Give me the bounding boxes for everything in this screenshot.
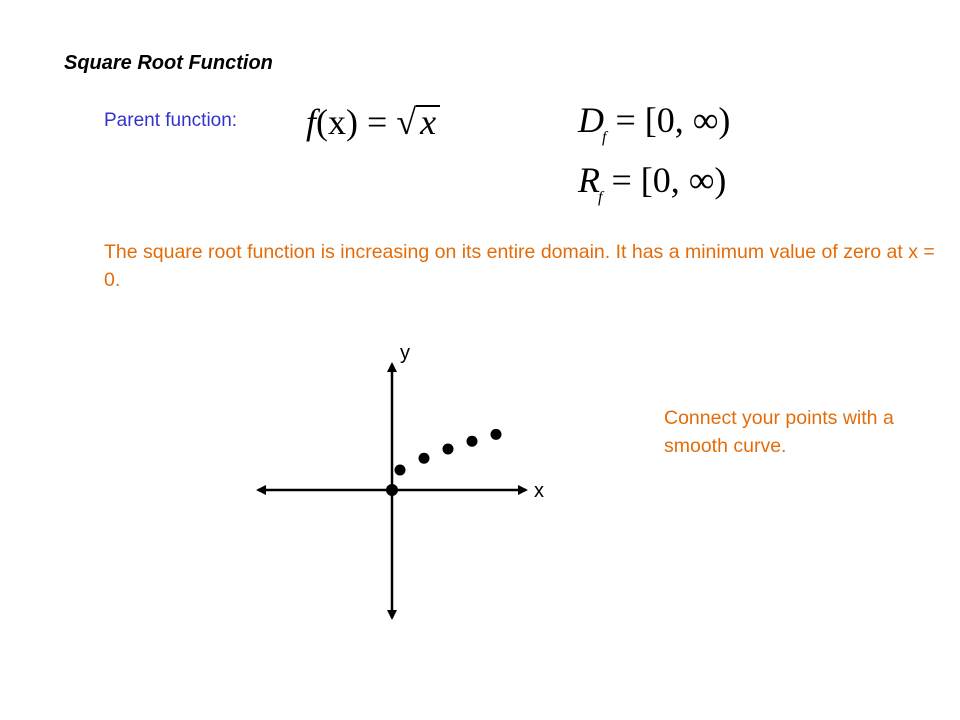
f-equals: = bbox=[358, 102, 397, 142]
domain-letter: D bbox=[578, 100, 604, 140]
f-argument: (x) bbox=[316, 102, 358, 142]
slide-title: Square Root Function bbox=[64, 52, 273, 74]
radical-sign-icon: √ bbox=[396, 102, 417, 142]
plot-point-0 bbox=[386, 484, 398, 496]
plot-point-5 bbox=[491, 429, 502, 440]
y-axis-label: y bbox=[400, 342, 410, 364]
description-text: The square root function is increasing on its entire domain. It has a minimum value of zero at x = 0. bbox=[104, 241, 935, 291]
plot-point-2 bbox=[419, 453, 430, 464]
f-symbol: f bbox=[306, 102, 317, 142]
plot-point-3 bbox=[443, 444, 454, 455]
parent-function-label: Parent function: bbox=[104, 110, 238, 131]
range-value: = [0, ∞) bbox=[602, 160, 727, 200]
plot-point-1 bbox=[395, 465, 406, 476]
domain-subscript: f bbox=[602, 129, 607, 146]
instruction-note: Connect your points with a smooth curve. bbox=[664, 407, 894, 457]
plotted-points bbox=[386, 429, 502, 496]
range-letter: R bbox=[578, 160, 600, 200]
radicand: x bbox=[416, 105, 440, 137]
domain-value: = [0, ∞) bbox=[606, 100, 731, 140]
x-axis-label: x bbox=[534, 480, 544, 502]
plot-point-4 bbox=[467, 436, 478, 447]
range-subscript: f bbox=[598, 189, 603, 206]
